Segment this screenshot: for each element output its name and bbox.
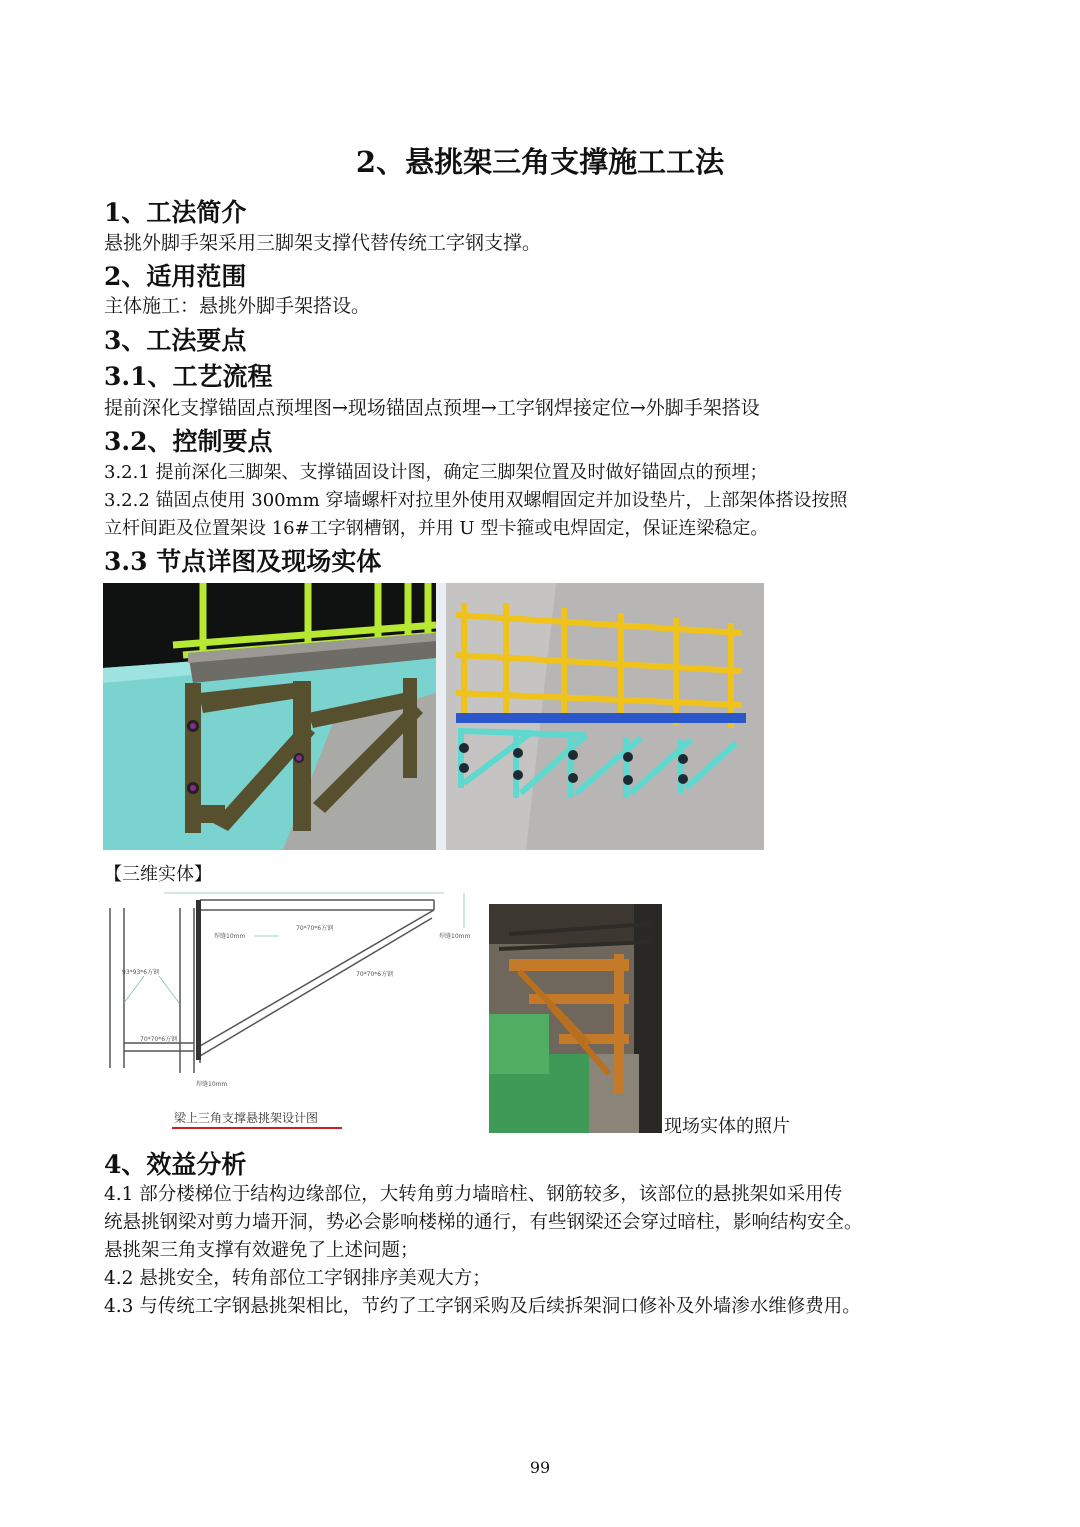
- caption-3d: 【三维实体】: [104, 864, 212, 885]
- steel-label-top: 70*70*6方钢: [296, 925, 334, 932]
- weld-label-top-left: 焊缝10mm: [214, 933, 246, 940]
- section-2-text: 主体施工：悬挑外脚手架搭设。: [104, 295, 371, 317]
- steel-label-left: 93*93*6方钢: [122, 969, 160, 976]
- section-3-2-para-2-line-1: 3.2.2 锚固点使用 300mm 穿墙螺杆对拉里外使用双螺帽固定并加设垫片，上部架体搭设按照: [104, 490, 848, 511]
- page-number: 99: [529, 1458, 551, 1477]
- section-4-para-1-line-3: 悬挑架三角支撑有效避免了上述问题；: [104, 1240, 419, 1261]
- section-4-para-1-line-2: 统悬挑钢梁对剪力墙开洞，势必会影响楼梯的通行，有些钢梁还会穿过暗柱，影响结构安全。: [104, 1212, 863, 1233]
- design-drawing: [104, 888, 474, 1138]
- site-photo: [489, 904, 662, 1133]
- render-3d-right: [436, 583, 764, 850]
- section-1-heading: 1、工法简介: [104, 198, 247, 227]
- section-1-text: 悬挑外脚手架采用三脚架支撑代替传统工字钢支撑。: [104, 232, 542, 254]
- steel-label-diagonal: 70*70*6方钢: [356, 971, 394, 978]
- section-4-heading: 4、效益分析: [104, 1150, 247, 1179]
- render-3d-left: [103, 583, 436, 850]
- weld-label-top-right: 焊缝10mm: [439, 933, 471, 940]
- weld-label-bottom: 焊缝10mm: [196, 1081, 228, 1088]
- section-4-para-1-line-1: 4.1 部分楼梯位于结构边缘部位，大转角剪力墙暗柱、钢筋较多，该部位的悬挑架如采用传: [104, 1184, 843, 1205]
- section-3-heading: 3、工法要点: [104, 326, 247, 355]
- section-3-1-heading: 3.1、工艺流程: [104, 362, 273, 391]
- page-title: 2、悬挑架三角支撑施工工法: [355, 145, 725, 179]
- drawing-title: 梁上三角支撑悬挑架设计图: [174, 1111, 319, 1125]
- section-2-heading: 2、适用范围: [104, 262, 247, 291]
- section-4-para-2: 4.2 悬挑安全，转角部位工字钢排序美观大方；: [104, 1268, 491, 1289]
- section-3-2-para-2-line-2: 立杆间距及位置架设 16#工字钢槽钢，并用 U 型卡箍或电焊固定，保证连梁稳定。: [104, 518, 769, 539]
- section-3-2-para-1: 3.2.1 提前深化三脚架、支撑锚固设计图，确定三脚架位置及时做好锚固点的预埋；: [104, 462, 768, 483]
- section-3-3-heading: 3.3 节点详图及现场实体: [104, 547, 382, 576]
- section-4-para-3: 4.3 与传统工字钢悬挑架相比，节约了工字钢采购及后续拆架洞口修补及外墙渗水维修费用。: [104, 1296, 861, 1317]
- steel-label-bottom: 70*70*6方钢: [140, 1036, 178, 1043]
- section-3-1-text: 提前深化支撑锚固点预埋图→现场锚固点预埋→工字钢焊接定位→外脚手架搭设: [104, 397, 760, 419]
- caption-photo: 现场实体的照片: [664, 1116, 790, 1137]
- section-3-2-heading: 3.2、控制要点: [104, 427, 273, 456]
